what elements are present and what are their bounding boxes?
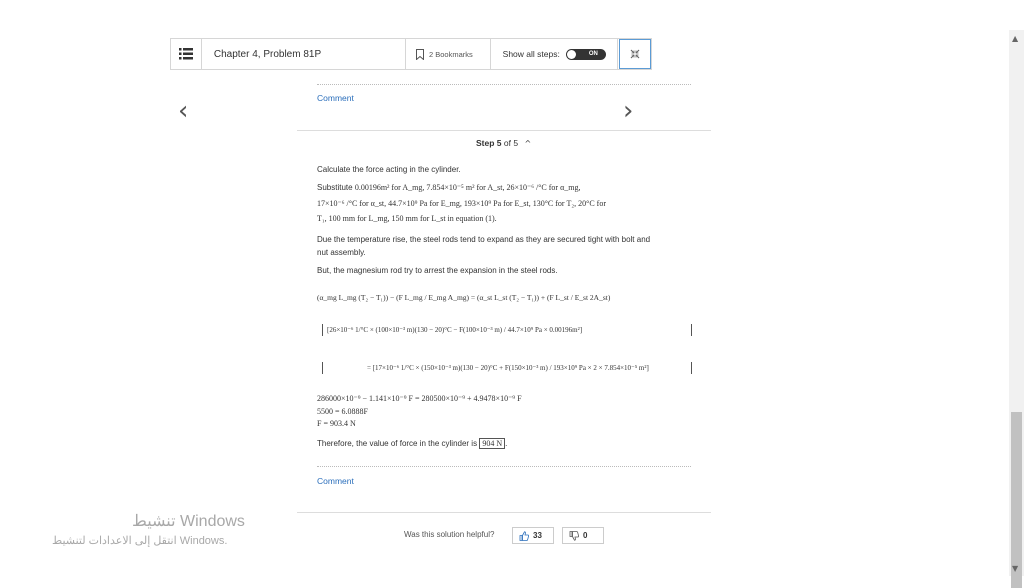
bookmark-icon: [416, 49, 424, 60]
divider: [317, 84, 691, 85]
windows-activation-title: تنشيط Windows: [132, 513, 245, 530]
result-line: F = 903.4 N: [317, 419, 356, 428]
result-line: 286000×10⁻⁹ − 1.141×10⁻⁹ F = 280500×10⁻⁹ + 4.9478×10⁻⁹ F: [317, 394, 522, 403]
step-header[interactable]: [476, 138, 531, 148]
list-icon: [179, 48, 193, 60]
equation-substituted-2: = [17×10⁻⁶ 1/°C × (150×10⁻³ m)(130 − 20)°C + F(150×10⁻³ m) / 193×10⁹ Pa × 2 × 7.854×10⁻⁵ m²]: [322, 362, 692, 374]
toggle-label: ON: [588, 51, 598, 57]
thumbs-down-icon: [569, 531, 579, 541]
show-steps-label: Show all steps:: [502, 49, 560, 59]
chapter-title: Chapter 4, Problem 81P: [202, 39, 406, 69]
vertical-scrollbar[interactable]: [1009, 30, 1024, 576]
thumbs-up-count: 33: [533, 531, 542, 540]
step-divider-top: [297, 130, 711, 131]
substitute-word: Substitute: [317, 183, 353, 192]
comment-link-bottom[interactable]: Comment: [317, 476, 354, 486]
conclusion-line: Therefore, the value of force in the cylinder is 904 N .: [317, 439, 508, 448]
comment-link-top[interactable]: Comment: [317, 93, 354, 103]
chevron-up-icon: ^: [524, 139, 532, 148]
equation-substituted-1: [26×10⁻⁶ 1/°C × (100×10⁻³ m)(130 − 20)°C − F(100×10⁻³ m) / 44.7×10⁹ Pa × 0.00196m²]: [322, 324, 692, 336]
thumbs-up-icon: [519, 531, 529, 541]
step-divider-bottom: [297, 512, 711, 513]
thumbs-down-count: 0: [583, 531, 588, 540]
thumbs-down-button[interactable]: [562, 527, 604, 544]
answer-box: 904 N: [479, 438, 505, 449]
conclusion-text: Therefore, the value of force in the cylinder is: [317, 439, 478, 448]
windows-activation-subtitle: انتقل إلى الاعدادات لتنشيط Windows.: [52, 535, 228, 547]
bookmarks-label: 2 Bookmarks: [428, 49, 473, 59]
step-number: 5: [496, 138, 502, 148]
helpful-question: Was this solution helpful?: [404, 530, 495, 539]
next-step-arrow[interactable]: ›: [623, 96, 634, 126]
scrollbar-thumb[interactable]: [1011, 412, 1022, 588]
content-line: nut assembly.: [317, 248, 366, 257]
equation-main: (α_mg L_mg (T₂ − T₁)) − (F L_mg / E_mg A_mg) = (α_st L_st (T₂ − T₁)) + (F L_st / E_st 2A_st): [317, 293, 611, 302]
substitute-values: 0.00196m² for A_mg, 7.854×10⁻⁵ m² for A_st, 26×10⁻⁶ /°C for α_mg,: [354, 183, 581, 192]
thumbs-up-button[interactable]: [512, 527, 554, 544]
content-line: Due the temperature rise, the steel rods tend to expand as they are secured tight with bolt and: [317, 235, 651, 244]
scroll-up-arrow[interactable]: ▲: [1012, 34, 1019, 43]
show-steps-toggle[interactable]: [566, 49, 606, 60]
content-line: Calculate the force acting in the cylinder.: [317, 165, 461, 174]
step-label: Step: [476, 138, 495, 148]
divider: [317, 466, 691, 467]
scroll-down-arrow[interactable]: ▼: [1012, 564, 1019, 573]
substitute-line: [317, 182, 697, 194]
step-total: of 5: [503, 138, 519, 148]
substitute-values-2: 17×10⁻⁶ /°C for α_st, 44.7×10⁹ Pa for E_mg, 193×10⁹ Pa for E_st, 130°C for T₂, 20°C for: [317, 199, 606, 208]
content-line: But, the magnesium rod try to arrest the expansion in the steel rods.: [317, 266, 558, 275]
solution-toolbar: [170, 38, 652, 70]
menu-button[interactable]: [171, 39, 202, 69]
collapse-icon: [629, 49, 641, 59]
substitute-values-3: T₁, 100 mm for L_mg, 150 mm for L_st in equation (1).: [317, 214, 497, 223]
result-line: 5500 = 6.0888F: [317, 407, 368, 416]
show-all-steps: [491, 39, 618, 69]
toggle-knob: [567, 50, 576, 59]
collapse-button[interactable]: [619, 39, 651, 69]
prev-step-arrow[interactable]: ‹: [178, 96, 189, 126]
bookmarks-button[interactable]: [406, 39, 491, 69]
